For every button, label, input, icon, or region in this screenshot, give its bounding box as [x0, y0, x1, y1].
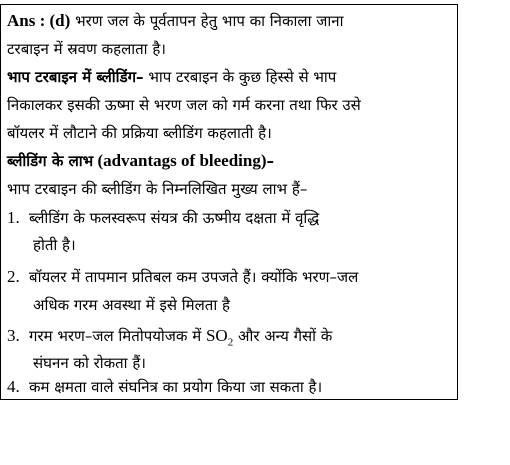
- list-item-text: ब्लीडिंग के फलस्वरूप संयत्र की ऊष्मीय दक्षता में वृद्धि: [29, 209, 320, 227]
- answer-box: [0, 4, 458, 400]
- list-item-text: कम क्षमता वाले संघनित्र का प्रयोग किया जा सकता है।: [29, 378, 323, 396]
- advantages-heading-en: (advantags of bleeding): [93, 151, 267, 170]
- bleeding-line-3: [7, 123, 272, 143]
- answer-line-2: [7, 39, 166, 59]
- list-item-number: 1.: [7, 208, 20, 227]
- list-item-continuation: [33, 235, 76, 255]
- advantages-heading-hi: ब्लीडिंग के लाभ: [7, 152, 94, 170]
- bleeding-def-2: निकालकर इसकी ऊष्मा से भरण जल को गर्म करना तथा फिर उसे: [7, 96, 361, 114]
- bleeding-def-3: बॉयलर में लौटाने की प्रक्रिया ब्लीडिंग कहलाती है।: [7, 124, 272, 142]
- list-item-text: संघनन को रोकता हैं।: [33, 354, 146, 372]
- list-item: [7, 267, 358, 287]
- formula-subscript: 2: [227, 336, 234, 349]
- list-item-text: अधिक गरम अवस्था में इसे मिलता है: [33, 296, 230, 314]
- list-item: [7, 208, 319, 228]
- list-item-number: 4.: [7, 377, 20, 396]
- advantages-heading: [7, 151, 274, 171]
- list-item-continuation: [33, 353, 146, 373]
- advantages-heading-dash: –: [266, 152, 275, 170]
- list-item-text: गरम भरण–जल मितोपयोजक में: [29, 327, 206, 345]
- list-item: [7, 326, 333, 349]
- bleeding-heading: भाप टरबाइन में ब्लीडिंग–: [7, 68, 144, 86]
- answer-line-1: [7, 11, 343, 31]
- list-item-number: 3.: [7, 326, 20, 345]
- answer-text-2: टरबाइन में स्रवण कहलाता है।: [7, 40, 166, 58]
- chemical-formula: [205, 326, 234, 349]
- list-item: [7, 377, 322, 397]
- list-item-text: बॉयलर में तापमान प्रतिबल कम उपजते हैं। क्योंकि भरण–जल: [29, 268, 359, 286]
- formula-symbol: SO: [205, 326, 228, 345]
- list-item-continuation: [33, 295, 230, 315]
- answer-label: Ans : (d): [7, 11, 71, 30]
- bleeding-line-1: [7, 67, 336, 87]
- bleeding-def-1: भाप टरबाइन के कुछ हिस्से से भाप: [143, 68, 337, 86]
- list-item-text: और अन्य गैसों के: [233, 327, 333, 345]
- list-item-text: होती है।: [33, 236, 76, 254]
- advantages-intro: [7, 179, 307, 199]
- bleeding-line-2: [7, 95, 361, 115]
- advantages-intro-text: भाप टरबाइन की ब्लीडिंग के निम्नलिखित मुख्य लाभ हैं–: [7, 180, 308, 198]
- answer-text-1: भरण जल के पूर्वतापन हेतु भाप का निकाला जाना: [70, 12, 344, 30]
- list-item-number: 2.: [7, 267, 20, 286]
